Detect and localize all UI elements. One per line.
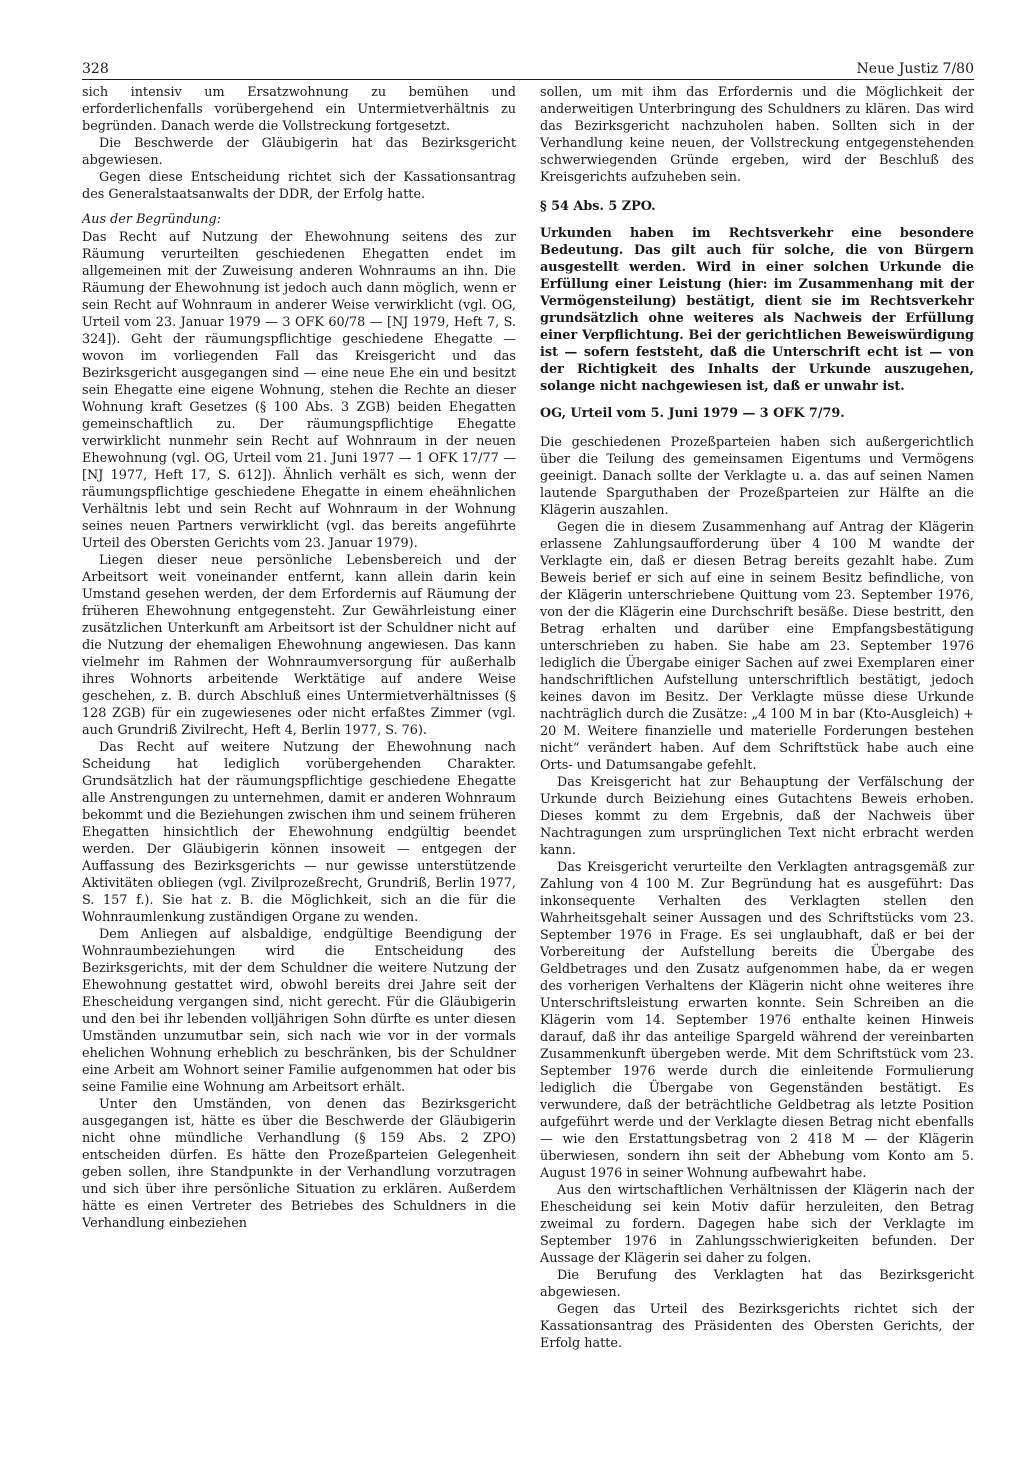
paragraph: Liegen dieser neue persönliche Lebensbereich und der Arbeitsort weit voneinander entfernt, kann allein darin kein Umstand gesehen werden, der dem Erfordernis auf Räumung der früheren Ehewohnung entgegensteht. Zur Gewährleistung einer zusätzlichen Unterkunft am Arbeitsort ist der Schuldner nicht auf die Nutzung der ehemaligen Ehewohnung angewiesen. Das kann vielmehr im Rahmen der Wohnraumversorgung für außerhalb ihres Wohnorts arbeitende Werktätige auf andere Weise geschehen, z. B. durch Abschluß eines Untermietverhältnisses (§ 128 ZGB) für ein zugewiesenes oder nicht erfaßtes Zimmer (vgl. auch Grundriß Zivilrecht, Heft 4, Berlin 1977, S. 76). [82, 553, 516, 738]
paragraph: Die Berufung des Verklagten hat das Bezirksgericht abgewiesen. [540, 1268, 974, 1300]
paragraph: Gegen die in diesem Zusammenhang auf Antrag der Klägerin erlassene Zahlungsaufforderung über 4 100 M wandte der Verklagte ein, daß er diesen Betrag bereits gezahlt habe. Zum Beweis berief er sich auf eine in seinem Besitz befindliche, von der Klägerin unterschriebene Quittung vom 23. September 1976, von der die Klägerin eine Durchschrift besäße. Diese bestritt, den Betrag erhalten und darüber eine Empfangsbestätigung unterschrieben zu haben. Sie habe am 23. September 1976 lediglich die Übergabe einiger Sachen auf zwei Exemplaren einer handschriftlichen Aufstellung unterschriftlich bestätigt, jedoch keines davon im Besitz. Der Verklagte müsse diese Urkunde nachträglich durch die Zusätze: „4 100 M in bar (Kto-Ausgleich) + 20 M. Weitere finanzielle und materielle Forderungen bestehen nicht“ verändert haben. Auf dem Schriftstück habe auch eine Orts- und Datumsangabe gefehlt. [540, 520, 974, 773]
paragraph: Die geschiedenen Prozeßparteien haben sich außergerichtlich über die Teilung des gemeinsamen Eigentums und Vermögens geeinigt. Danach sollte der Verklagte u. a. das auf seinen Namen lautende Sparguthaben der Prozeßparteien zur Hälfte an die Klägerin auszahlen. [540, 435, 974, 518]
paragraph: Gegen diese Entscheidung richtet sich der Kassationsantrag des Generalstaatsanwalts der DDR, der Erfolg hatte. [82, 170, 516, 202]
paragraph: Gegen das Urteil des Bezirksgerichts richtet sich der Kassationsantrag des Präsidenten des Obersten Gerichts, der Erfolg hatte. [540, 1302, 974, 1351]
paragraph: Das Recht auf Nutzung der Ehewohnung seitens des zur Räumung verurteilten geschiedenen Ehegatten endet im allgemeinen mit der Zuweisung anderen Wohnraums an ihn. Die Räumung der Ehewohnung ist jedoch auch dann möglich, wenn er sein Recht auf Wohnraum in anderer Weise verwirklicht (vgl. OG, Urteil vom 23. Januar 1979 — 3 OFK 60/78 — [NJ 1979, Heft 7, S. 324]). Geht der räumungspflichtige geschiedene Ehegatte — wovon im vorliegenden Fall das Kreisgericht und das Bezirksgericht ausgegangen sind — eine neue Ehe ein und besitzt sein Ehegatte eine eigene Wohnung, stehen die Rechte an dieser Wohnung kraft Gesetzes (§ 100 Abs. 3 ZGB) beiden Ehegatten gemeinschaftlich zu. Der räumungspflichtige Ehegatte verwirklicht nunmehr sein Recht auf Wohnraum in der neuen Ehewohnung (vgl. OG, Urteil vom 21. Juni 1977 — 1 OFK 17/77 — [NJ 1977, Heft 17, S. 612]). Ähnlich verhält es sich, wenn der räumungspflichtige geschiedene Ehegatte in einem eheähnlichen Verhältnis lebt und sein Recht auf Wohnraum in der Wohnung seines neuen Partners verwirklicht (vgl. das bereits angeführte Urteil des Obersten Gerichts vom 23. Januar 1979). [82, 230, 516, 551]
page-number: 328 [82, 61, 109, 77]
verdict-citation: OG, Urteil vom 5. Juni 1979 — 3 OFK 7/79. [540, 406, 845, 421]
paragraph: sollen, um mit ihm das Erfordernis und die Möglichkeit der anderweitigen Unterbringung des Schuldners zu klären. Das wird das Bezirksgericht nachzuholen haben. Sollten sich in der Verhandlung keine neuen, der Vollstreckung entgegenstehenden schwerwiegenden Gründe ergeben, wird der Beschluß des Kreisgerichts aufzuheben sein. [540, 85, 974, 185]
page-header [82, 56, 974, 78]
reasoning-heading: Aus der Begründung: [82, 212, 222, 227]
paragraph: Unter den Umständen, von denen das Bezirksgericht ausgegangen ist, hätte es über die Beschwerde der Gläubigerin nicht ohne mündliche Verhandlung (§ 159 Abs. 2 ZPO) entscheiden dürfen. Es hätte den Prozeßparteien Gelegenheit geben sollen, ihre Standpunkte in der Verhandlung vorzutragen und sich über ihre persönliche Situation zu erklären. Außerdem hätte es einen Vertreter des Betriebes des Schuldners in die Verhandlung einbeziehen [82, 1097, 516, 1231]
paragraph: Aus den wirtschaftlichen Verhältnissen der Klägerin nach der Ehescheidung sei kein Motiv dafür herzuleiten, den Betrag zweimal zu fordern. Dagegen habe sich der Verklagte im September 1976 in Zahlungsschwierigkeiten befunden. Der Aussage der Klägerin sei daher zu folgen. [540, 1183, 974, 1266]
headnote: Urkunden haben im Rechtsverkehr eine besondere Bedeutung. Das gilt auch für solche, die von Bürgern ausgestellt werden. Wird in einer solchen Urkunde die Erfüllung einer Leistung (hier: im Zusammenhang mit der Vermögensteilung) bestätigt, dient sie im Rechtsverkehr grundsätzlich ohne weiteres als Nachweis der Erfüllung einer Verpflichtung. Bei der gerichtlichen Beweiswürdigung ist — sofern feststeht, daß die Unterschrift echt ist — von der Richtigkeit des Inhalts der Urkunde auszugehen, solange nicht nachgewiesen ist, daß er unwahr ist. [540, 226, 974, 394]
journal-issue: Neue Justiz 7/80 [856, 61, 974, 77]
paragraph: Das Kreisgericht hat zur Behauptung der Verfälschung der Urkunde durch Beiziehung eines Gutachtens Beweis erhoben. Dieses kommt zu dem Ergebnis, daß der Nachweis über Nachtragungen zum ursprünglichen Text nicht erbracht werden kann. [540, 775, 974, 858]
paragraph: Die Beschwerde der Gläubigerin hat das Bezirksgericht abgewiesen. [82, 136, 516, 168]
paragraph: Das Kreisgericht verurteilte den Verklagten antragsgemäß zur Zahlung von 4 100 M. Zur Begründung hat es ausgeführt: Das inkonsequente Verhalten des Verklagten stellen den Wahrheitsgehalt seiner Aussagen und des Schriftstücks vom 23. September 1976 in Frage. Es sei unglaubhaft, daß er bei der Vorbereitung der Aufstellung bereits die Übergabe des Geldbetrages und den Zusatz aufgenommen habe, da er wegen des vorherigen Verhaltens der Klägerin nicht ohne weiteres ihre Unterschriftsleistung erwarten konnte. Sein Schreiben an die Klägerin vom 14. September 1976 enthalte keinen Hinweis darauf, daß ihr das anteilige Spargeld während der vereinbarten Zusammenkunft übergeben werde. Mit dem Schriftstück vom 23. September 1976 werde durch die einleitende Formulierung lediglich die Übergabe von Gegenständen bestätigt. Es verwundere, daß der beträchtliche Geldbetrag als letzte Position aufgeführt werde und der Verklagte diesen Betrag nicht ebenfalls — wie den Erstattungsbetrag von 2 418 M — der Klägerin überwiesen, sondern ihn seit der Abhebung vom Konto am 5. August 1976 in seiner Wohnung aufbewahrt habe. [540, 860, 974, 1181]
right-column [540, 84, 974, 1424]
paragraph: Das Recht auf weitere Nutzung der Ehewohnung nach Scheidung hat lediglich vorübergehenden Charakter. Grundsätzlich hat der räumungspflichtige geschiedene Ehegatte alle Anstrengungen zu unternehmen, damit er anderen Wohnraum bekommt und die Beziehungen zwischen ihm und seinem früheren Ehegatten hinsichtlich der Ehewohnung endgültig beendet werden. Der Gläubigerin können insoweit — entgegen der Auffassung des Bezirksgerichts — nur gewisse unterstützende Aktivitäten obliegen (vgl. Zivilprozeßrecht, Grundriß, Berlin 1977, S. 157 f.). Sie hat z. B. die Möglichkeit, sich an die für die Wohnraumlenkung zuständigen Organe zu wenden. [82, 740, 516, 925]
paragraph: Dem Anliegen auf alsbaldige, endgültige Beendigung der Wohnraumbeziehungen wird die Entscheidung des Bezirksgerichts, mit der dem Schuldner die weitere Nutzung der Ehewohnung gestattet wird, obwohl bereits drei Jahre seit der Ehescheidung vergangen sind, nicht gerecht. Für die Gläubigerin und den bei ihr lebenden volljährigen Sohn dürfte es unter diesen Umständen unzumutbar sein, sich nach wie vor in der vormals ehelichen Wohnung erheblich zu beschränken, bis der Schuldner eine Arbeit am Wohnort seiner Familie aufgenommen hat oder bis seine Familie eine Wohnung am Arbeitsort erhält. [82, 927, 516, 1095]
header-rule [82, 79, 974, 80]
left-column [82, 84, 516, 1424]
law-reference: § 54 Abs. 5 ZPO. [540, 199, 656, 214]
paragraph: sich intensiv um Ersatzwohnung zu bemühen und erforderlichenfalls vorübergehend ein Untermietverhältnis zu begründen. Danach werde die Vollstreckung fortgesetzt. [82, 85, 516, 134]
